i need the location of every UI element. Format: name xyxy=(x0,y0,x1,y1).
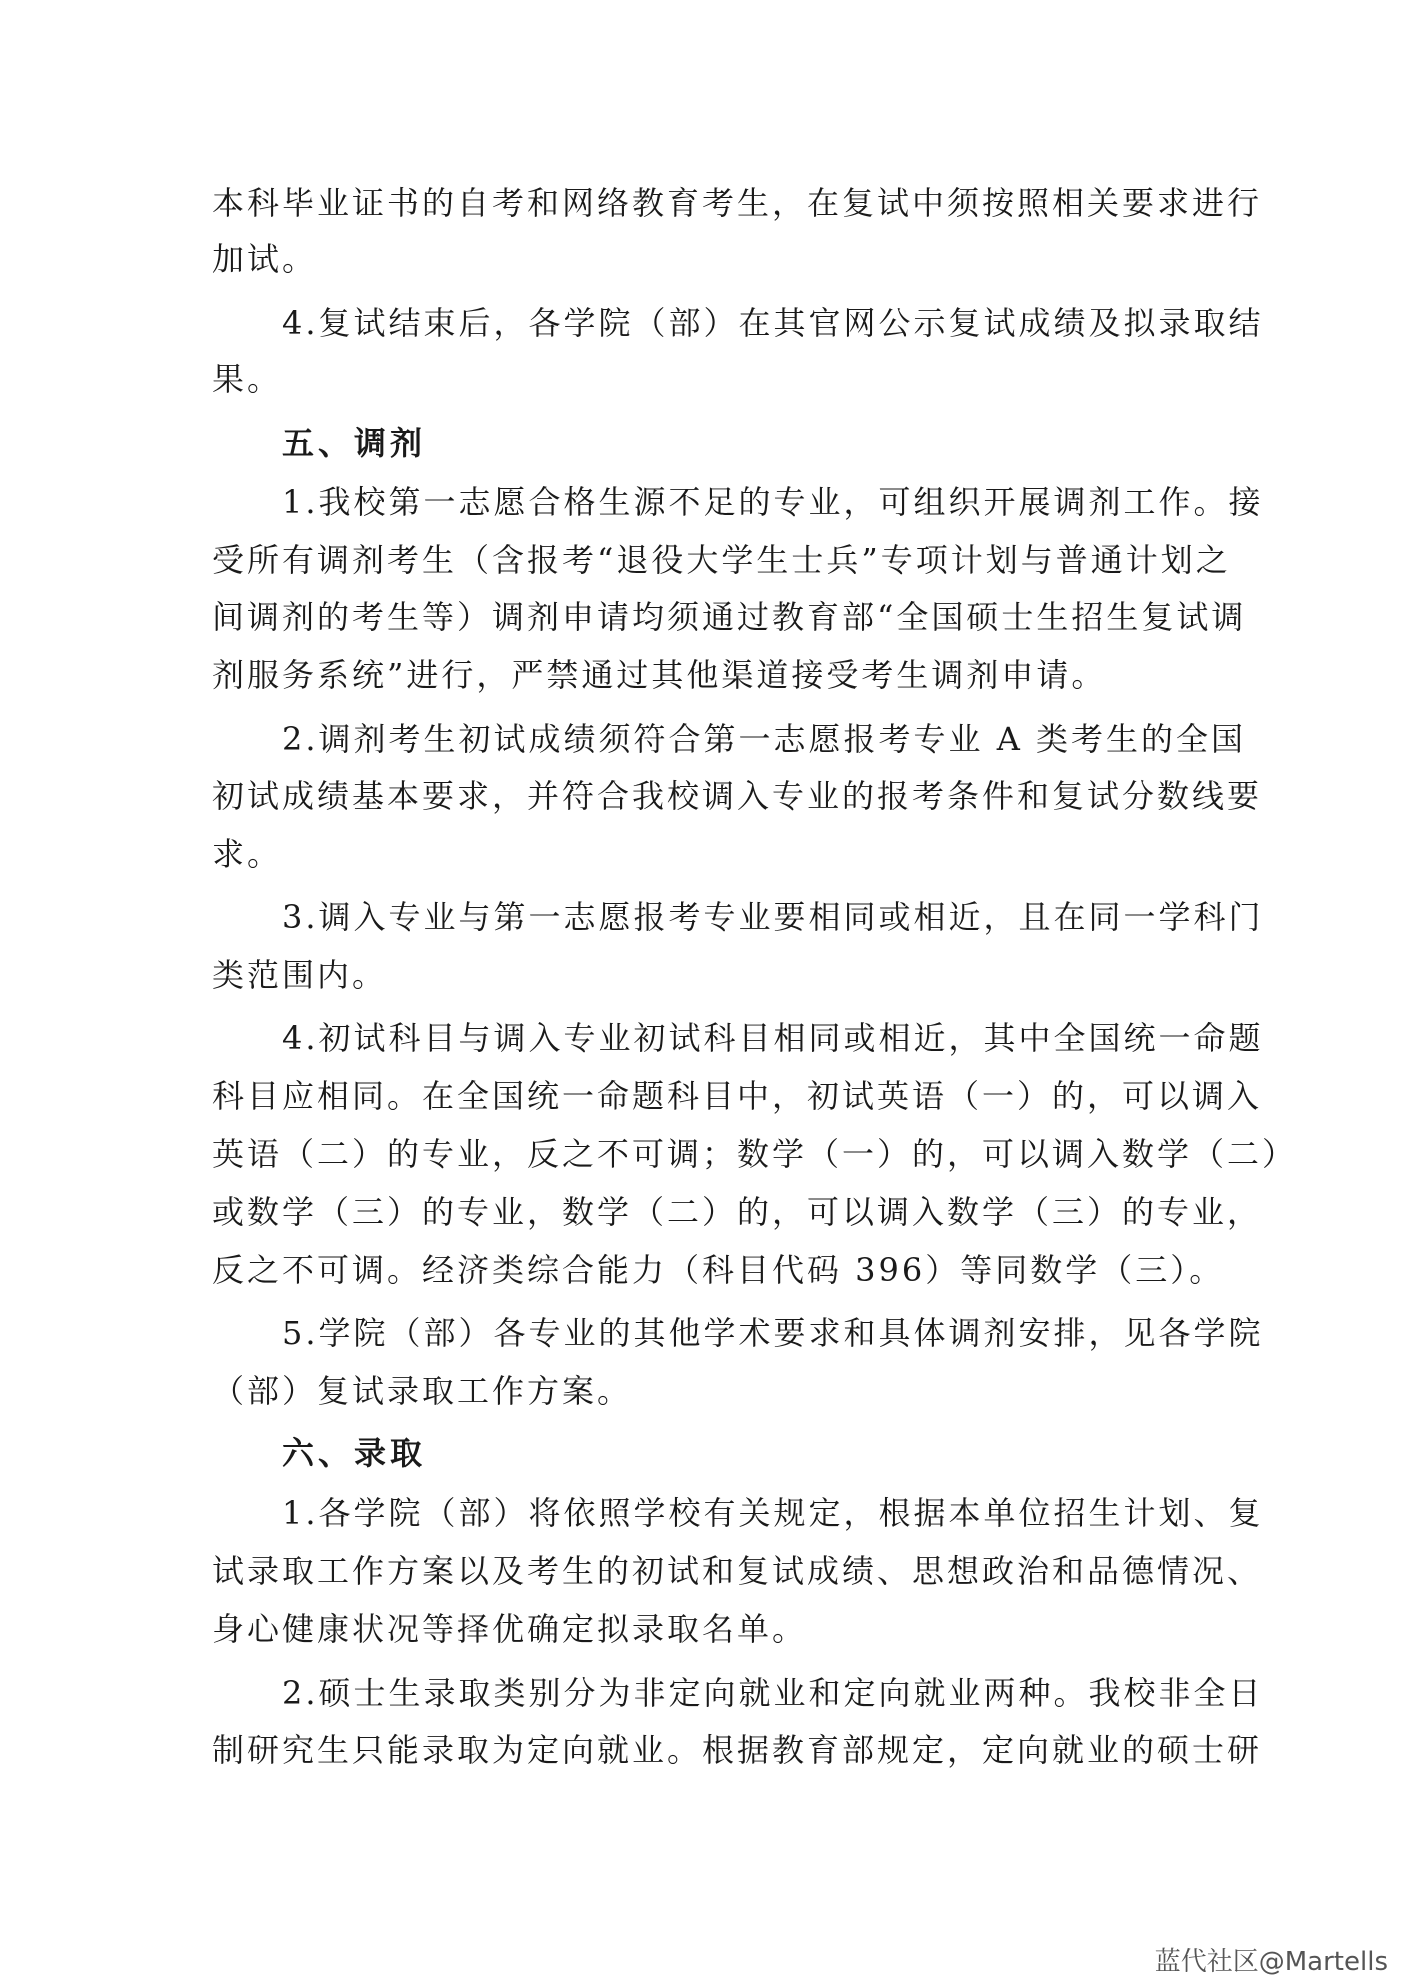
text-line: 2.硕士生录取类别分为非定向就业和定向就业两种。我校非全日 xyxy=(282,1674,1264,1712)
text-line: 试录取工作方案以及考生的初试和复试成绩、思想政治和品德情况、 xyxy=(212,1552,1263,1590)
text-line: 加试。 xyxy=(212,240,318,278)
text-line: 类范围内。 xyxy=(212,956,388,994)
text-line: 科目应相同。在全国统一命题科目中，初试英语（一）的，可以调入 xyxy=(212,1077,1263,1115)
section-heading-admission: 六、录取 xyxy=(282,1434,427,1472)
text-line: 英语（二）的专业，反之不可调；数学（一）的，可以调入数学（二） xyxy=(212,1135,1298,1173)
text-line: 初试成绩基本要求，并符合我校调入专业的报考条件和复试分数线要 xyxy=(212,777,1263,815)
text-line: 1.我校第一志愿合格生源不足的专业，可组织开展调剂工作。接 xyxy=(282,483,1264,521)
text-line: 受所有调剂考生（含报考“退役大学生士兵”专项计划与普通计划之 xyxy=(212,541,1231,579)
text-line: 剂服务系统”进行，严禁通过其他渠道接受考生调剂申请。 xyxy=(212,656,1107,694)
text-line: 5.学院（部）各专业的其他学术要求和具体调剂安排，见各学院 xyxy=(282,1314,1264,1352)
text-line: 1.各学院（部）将依照学校有关规定，根据本单位招生计划、复 xyxy=(282,1494,1264,1532)
text-line: 果。 xyxy=(212,360,283,398)
text-line: （部）复试录取工作方案。 xyxy=(212,1372,633,1410)
text-line: 反之不可调。经济类综合能力（科目代码 396）等同数学（三）。 xyxy=(212,1251,1225,1289)
text-line: 本科毕业证书的自考和网络教育考生，在复试中须按照相关要求进行 xyxy=(212,184,1263,222)
text-line: 身心健康状况等择优确定拟录取名单。 xyxy=(212,1610,808,1648)
text-line: 4.初试科目与调入专业初试科目相同或相近，其中全国统一命题 xyxy=(282,1019,1264,1057)
text-line: 4.复试结束后，各学院（部）在其官网公示复试成绩及拟录取结 xyxy=(282,304,1264,342)
text-line: 求。 xyxy=(212,835,283,873)
text-line: 2.调剂考生初试成绩须符合第一志愿报考专业 A 类考生的全国 xyxy=(282,720,1246,758)
text-line: 3.调入专业与第一志愿报考专业要相同或相近，且在同一学科门 xyxy=(282,898,1264,936)
text-line: 或数学（三）的专业，数学（二）的，可以调入数学（三）的专业， xyxy=(212,1193,1263,1231)
watermark: 蓝代社区@Martells xyxy=(1154,1947,1388,1977)
text-line: 制研究生只能录取为定向就业。根据教育部规定，定向就业的硕士研 xyxy=(212,1731,1263,1769)
section-heading-adjustment: 五、调剂 xyxy=(282,424,427,462)
text-line: 间调剂的考生等）调剂申请均须通过教育部“全国硕士生招生复试调 xyxy=(212,598,1247,636)
